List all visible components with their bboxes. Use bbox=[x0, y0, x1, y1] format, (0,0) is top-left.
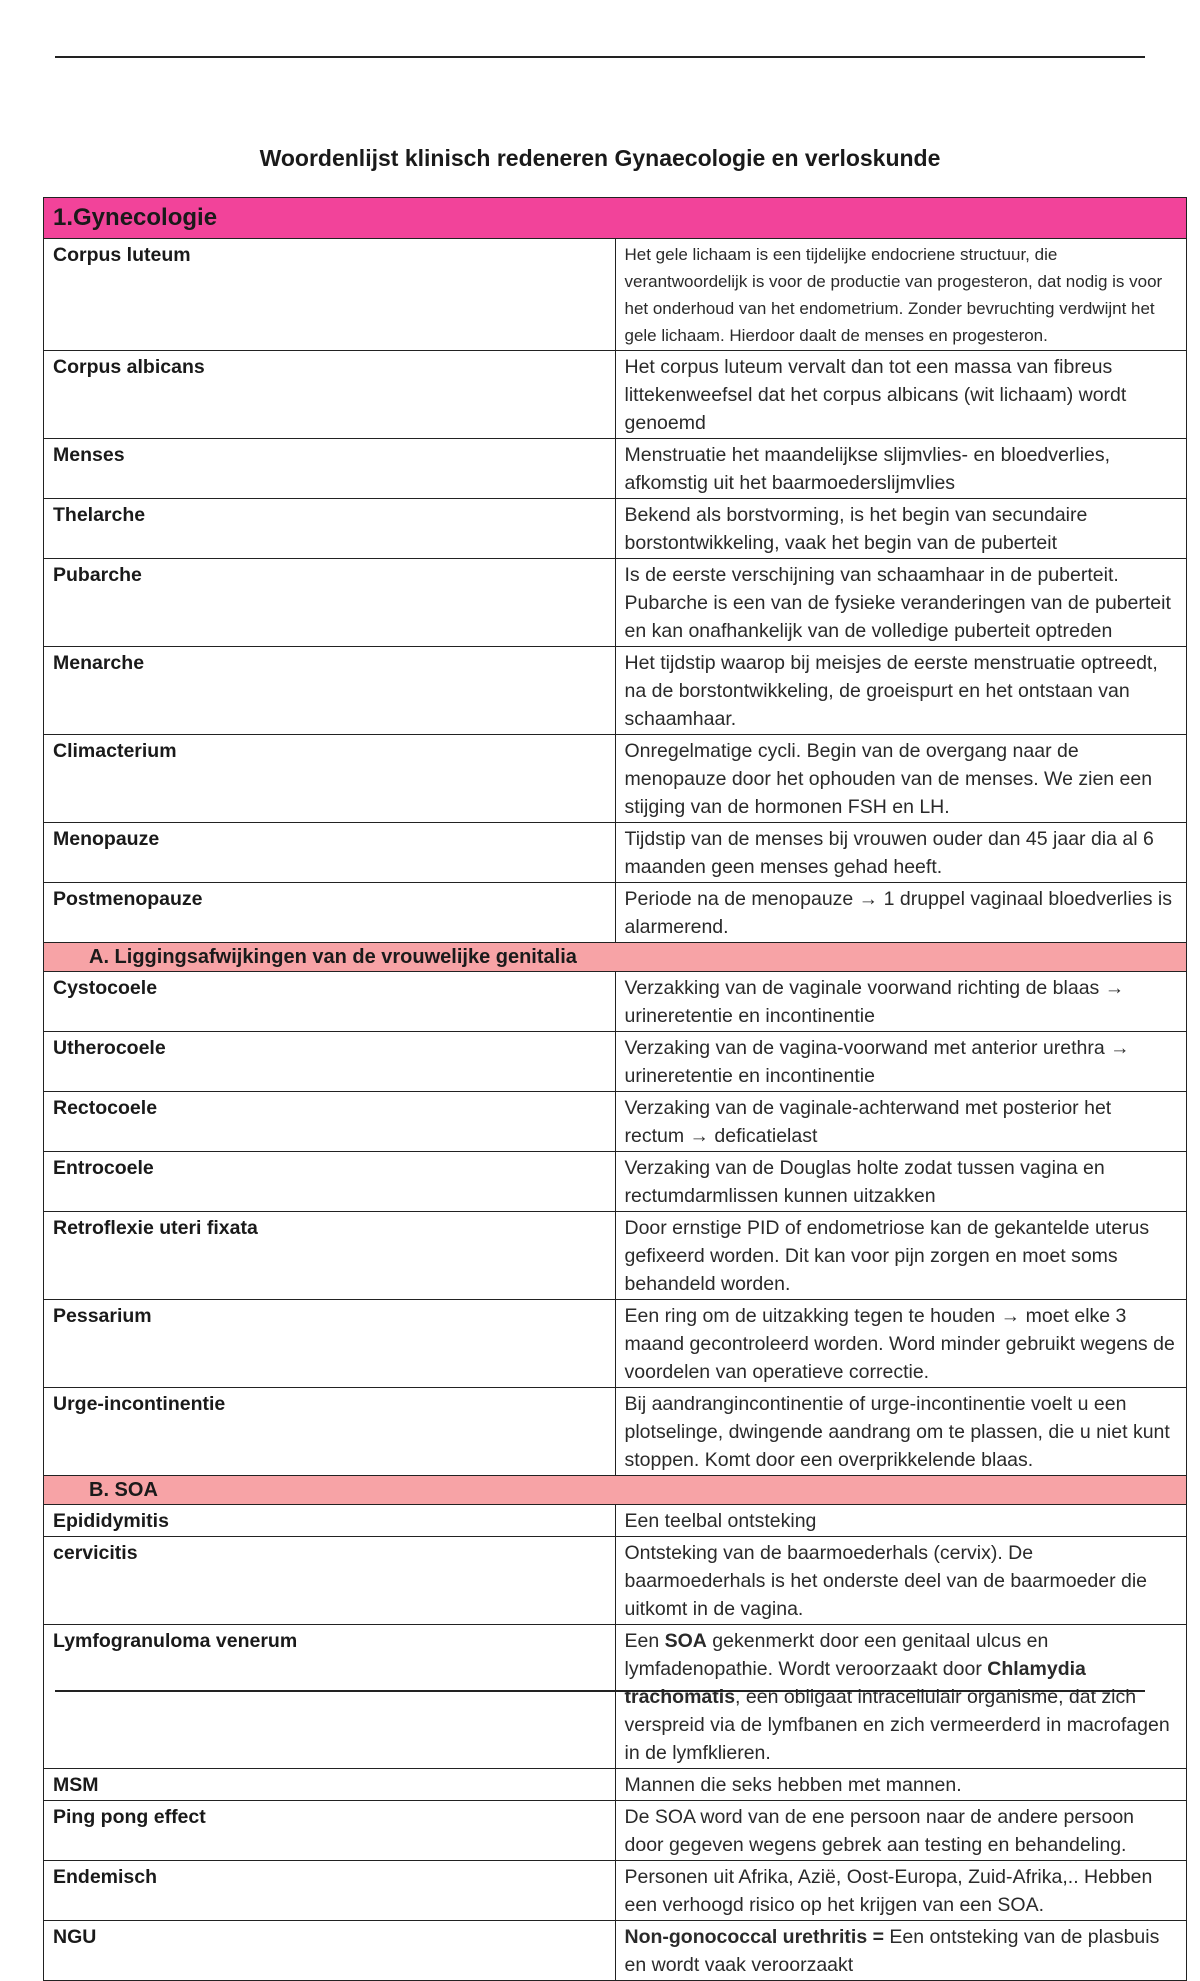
table-row bbox=[44, 1300, 1187, 1388]
document-title: Woordenlijst klinisch redeneren Gynaecologie en verloskunde bbox=[259, 145, 941, 171]
term-cell: Corpus albicans bbox=[44, 351, 616, 439]
definition-text: Een bbox=[624, 1630, 665, 1652]
table-row bbox=[44, 883, 1187, 943]
section-header-gynecologie bbox=[44, 198, 1187, 239]
definition-cell: Mannen die seks hebben met mannen. bbox=[615, 1769, 1187, 1801]
term-cell: Menses bbox=[44, 439, 616, 499]
term-cell: NGU bbox=[44, 1921, 616, 1981]
definition-cell: Verzaking van de vaginale-achterwand met posterior het rectum → deficatielast bbox=[615, 1092, 1187, 1152]
term-cell: Rectocoele bbox=[44, 1092, 616, 1152]
term-cell: Climacterium bbox=[44, 735, 616, 823]
table-row bbox=[44, 1212, 1187, 1300]
definition-cell bbox=[615, 1625, 1187, 1769]
term-cell: cervicitis bbox=[44, 1537, 616, 1625]
definition-cell: Het gele lichaam is een tijdelijke endocriene structuur, die verantwoordelijk is voor de productie van progesteron, dat nodig is voor het onderhoud van het endometrium. Zonder bevruchting verdwijnt het gele lichaam. Hierdoor daalt de menses en progesteron. bbox=[615, 239, 1187, 351]
definition-bold-text: SOA bbox=[664, 1630, 707, 1652]
term-cell: Menarche bbox=[44, 647, 616, 735]
term-cell: Lymfogranuloma venerum bbox=[44, 1625, 616, 1769]
table-row bbox=[44, 1921, 1187, 1981]
term-cell: Urge-incontinentie bbox=[44, 1388, 616, 1476]
table-row bbox=[44, 823, 1187, 883]
definition-cell: Personen uit Afrika, Azië, Oost-Europa, Zuid-Afrika,.. Hebben een verhoogd risico op het krijgen van een SOA. bbox=[615, 1861, 1187, 1921]
definition-cell: Onregelmatige cycli. Begin van de overgang naar de menopauze door het ophouden van de menses. We zien een stijging van de hormonen FSH en LH. bbox=[615, 735, 1187, 823]
section-title: A. Liggingsafwijkingen van de vrouwelijke genitalia bbox=[44, 943, 1187, 972]
table-row bbox=[44, 499, 1187, 559]
term-cell: Pubarche bbox=[44, 559, 616, 647]
table-row bbox=[44, 1152, 1187, 1212]
definition-cell: Bij aandrangincontinentie of urge-incontinentie voelt u een plotselinge, dwingende aandrang om te plassen, die u niet kunt stoppen. Komt door een overprikkelende blaas. bbox=[615, 1388, 1187, 1476]
section-header-soa bbox=[44, 1476, 1187, 1505]
term-cell: Postmenopauze bbox=[44, 883, 616, 943]
table-row bbox=[44, 1801, 1187, 1861]
definition-text: gekenmerkt door een genitaal ulcus en lymfadenopathie. Wordt veroorzaakt door bbox=[624, 1630, 1049, 1680]
table-row bbox=[44, 559, 1187, 647]
table-row bbox=[44, 351, 1187, 439]
term-cell: Endemisch bbox=[44, 1861, 616, 1921]
definition-text: , een obligaat intracellulair organisme, dat zich verspreid via de lymfbanen en zich vermeerderd in macrofagen in de lymfklieren. bbox=[624, 1686, 1170, 1764]
table-row bbox=[44, 1625, 1187, 1769]
definition-cell: Menstruatie het maandelijkse slijmvlies- en bloedverlies, afkomstig uit het baarmoederslijmvlies bbox=[615, 439, 1187, 499]
term-cell: Epididymitis bbox=[44, 1505, 616, 1537]
top-divider bbox=[55, 56, 1145, 58]
definition-cell: Het corpus luteum vervalt dan tot een massa van fibreus littekenweefsel dat het corpus albicans (wit lichaam) wordt genoemd bbox=[615, 351, 1187, 439]
term-cell: MSM bbox=[44, 1769, 616, 1801]
definition-text: Een ontsteking van de plasbuis en wordt vaak veroorzaakt bbox=[624, 1926, 1160, 1976]
glossary-table bbox=[43, 197, 1187, 1981]
definition-cell: Verzaking van de vagina-voorwand met anterior urethra → urineretentie en incontinentie bbox=[615, 1032, 1187, 1092]
section-title: B. SOA bbox=[44, 1476, 1187, 1505]
table-row bbox=[44, 1861, 1187, 1921]
table-row bbox=[44, 1388, 1187, 1476]
table-row bbox=[44, 735, 1187, 823]
definition-cell: Het tijdstip waarop bij meisjes de eerste menstruatie optreedt, na de borstontwikkeling, de groeispurt en het ontstaan van schaamhaar. bbox=[615, 647, 1187, 735]
definition-cell: De SOA word van de ene persoon naar de andere persoon door gegeven wegens gebrek aan testing en behandeling. bbox=[615, 1801, 1187, 1861]
term-cell: Pessarium bbox=[44, 1300, 616, 1388]
section-title: 1.Gynecologie bbox=[44, 198, 1187, 239]
definition-bold-text: Non-gonococcal urethritis = bbox=[624, 1926, 890, 1948]
definition-cell: Een teelbal ontsteking bbox=[615, 1505, 1187, 1537]
section-header-liggingsafwijkingen bbox=[44, 943, 1187, 972]
definition-cell: Verzaking van de Douglas holte zodat tussen vagina en rectumdarmlissen kunnen uitzakken bbox=[615, 1152, 1187, 1212]
definition-cell: Verzakking van de vaginale voorwand richting de blaas → urineretentie en incontinentie bbox=[615, 972, 1187, 1032]
term-cell: Ping pong effect bbox=[44, 1801, 616, 1861]
table-row bbox=[44, 972, 1187, 1032]
term-cell: Cystocoele bbox=[44, 972, 616, 1032]
definition-cell bbox=[615, 1921, 1187, 1981]
definition-cell: Door ernstige PID of endometriose kan de gekantelde uterus gefixeerd worden. Dit kan voor pijn zorgen en moet soms behandeld worden. bbox=[615, 1212, 1187, 1300]
term-cell: Corpus luteum bbox=[44, 239, 616, 351]
definition-cell: Periode na de menopauze → 1 druppel vaginaal bloedverlies is alarmerend. bbox=[615, 883, 1187, 943]
table-row bbox=[44, 1032, 1187, 1092]
term-cell: Utherocoele bbox=[44, 1032, 616, 1092]
bottom-divider bbox=[55, 1690, 1145, 1692]
table-row bbox=[44, 1537, 1187, 1625]
table-row bbox=[44, 439, 1187, 499]
table-row bbox=[44, 239, 1187, 351]
definition-cell: Tijdstip van de menses bij vrouwen ouder dan 45 jaar dia al 6 maanden geen menses gehad heeft. bbox=[615, 823, 1187, 883]
definition-cell: Bekend als borstvorming, is het begin van secundaire borstontwikkeling, vaak het begin van de puberteit bbox=[615, 499, 1187, 559]
table-row bbox=[44, 1769, 1187, 1801]
term-cell: Menopauze bbox=[44, 823, 616, 883]
term-cell: Entrocoele bbox=[44, 1152, 616, 1212]
definition-bold-text: Chlamydia trachomatis bbox=[624, 1658, 1086, 1708]
definition-cell: Een ring om de uitzakking tegen te houden → moet elke 3 maand gecontroleerd worden. Word minder gebruikt wegens de voordelen van operatieve correctie. bbox=[615, 1300, 1187, 1388]
term-cell: Thelarche bbox=[44, 499, 616, 559]
definition-cell: Is de eerste verschijning van schaamhaar in de puberteit. Pubarche is een van de fysieke veranderingen van de puberteit en kan onafhankelijk van de volledige puberteit optreden bbox=[615, 559, 1187, 647]
term-cell: Retroflexie uteri fixata bbox=[44, 1212, 616, 1300]
table-row bbox=[44, 1092, 1187, 1152]
table-row bbox=[44, 1505, 1187, 1537]
definition-cell: Ontsteking van de baarmoederhals (cervix). De baarmoederhals is het onderste deel van de baarmoeder die uitkomt in de vagina. bbox=[615, 1537, 1187, 1625]
table-row bbox=[44, 647, 1187, 735]
